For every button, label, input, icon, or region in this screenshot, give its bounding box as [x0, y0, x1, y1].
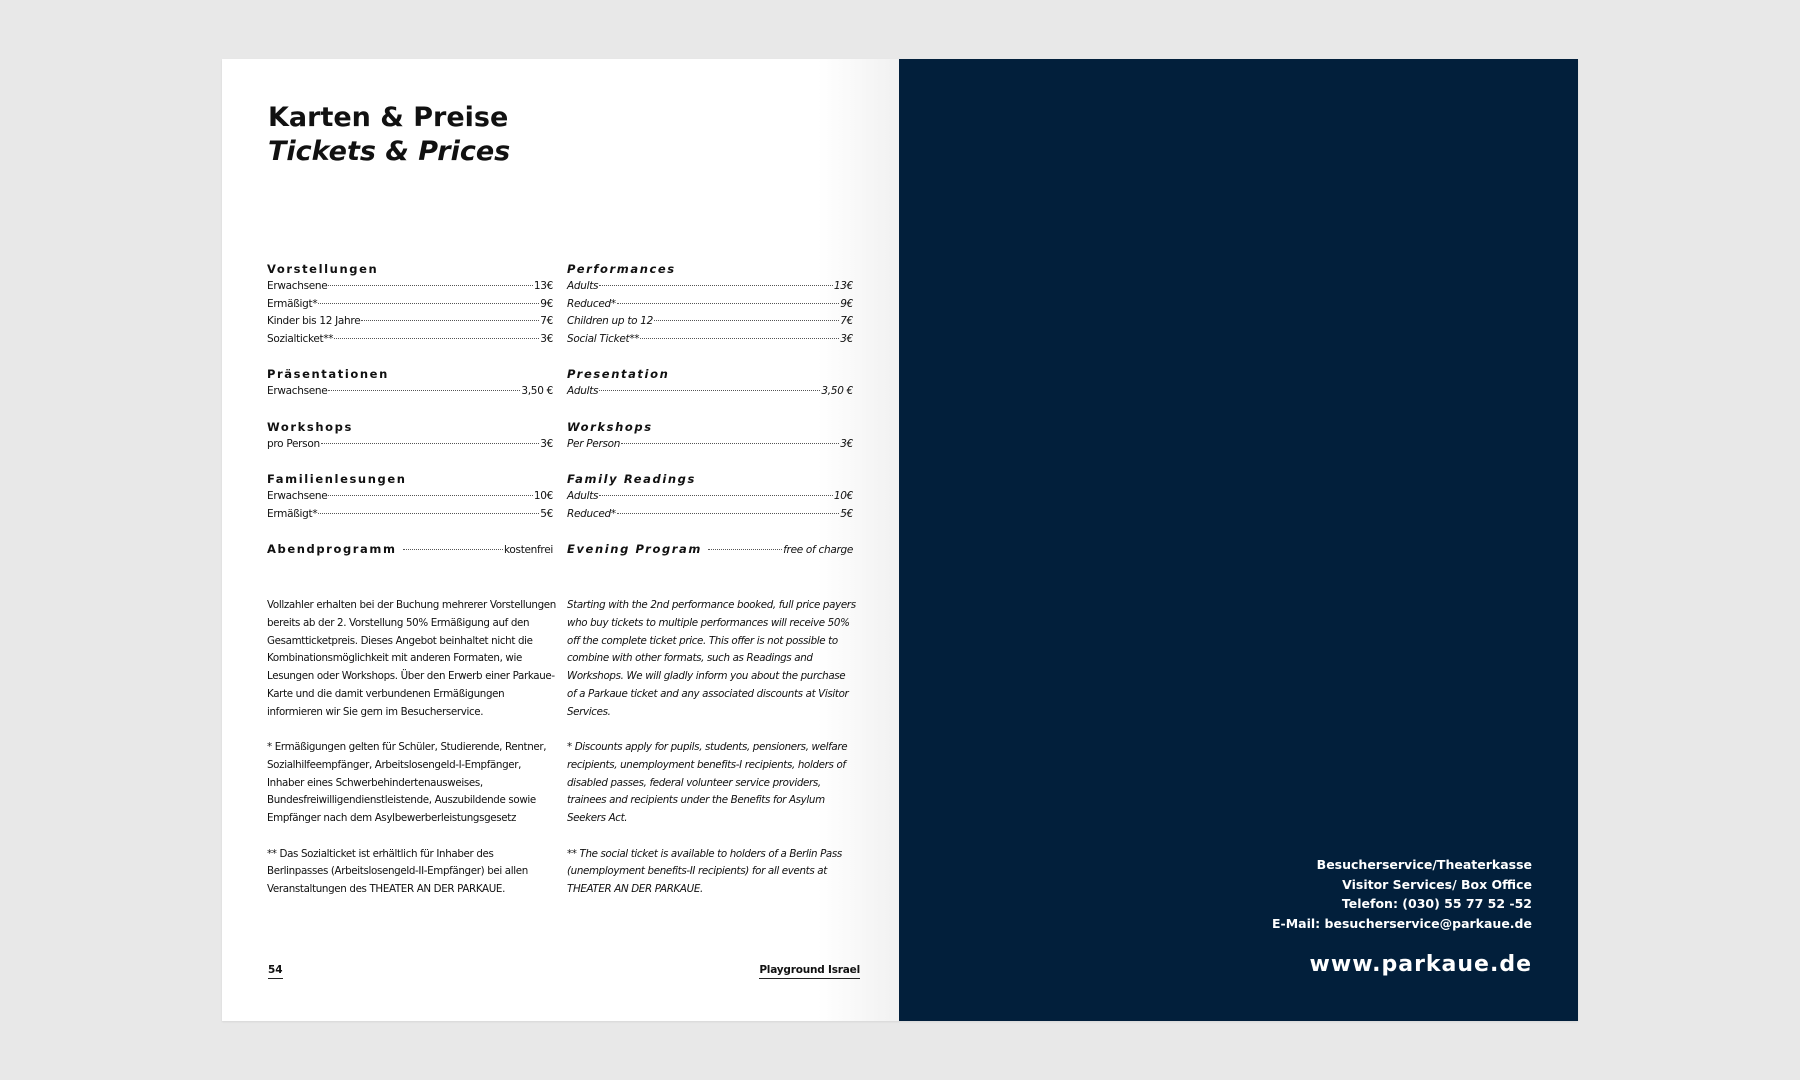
price-label: Adults [567, 490, 599, 502]
price-value: 10€ [833, 490, 853, 502]
price-value: 13€ [833, 280, 853, 292]
section-title: Evening Program [567, 542, 702, 556]
dot-leader [599, 285, 833, 286]
dot-leader [328, 390, 520, 391]
social-ticket-footnote: ** The social ticket is available to holders of a Berlin Pass (unemployment benefits-II recipients) for all events at THEATER AN DER PARKAUE. [567, 847, 842, 896]
price-label: Reduced* [567, 507, 616, 520]
contact-phone: Telefon: (030) 55 77 52 -52 [1341, 896, 1532, 911]
dot-leader [708, 549, 782, 550]
price-row [567, 506, 853, 524]
price-label: Erwachsene [267, 280, 328, 292]
dot-leader [328, 285, 532, 286]
price-row [267, 506, 553, 524]
discount-note: Vollzahler erhalten bei der Buchung mehrerer Vorstellungen bereits ab der 2. Vorstellung 50% Ermäßigung auf den Gesamtticketpreis. Dieses Angebot beinhaltet nicht die Kombinationsmöglichkeit mit anderen Formaten, wie Lesungen oder Workshops. Über den Erwerb einer Parkaue-Karte und die damit verbundenen Ermäßigungen informieren wir Sie gern im Besucherservice. [267, 599, 556, 718]
discount-note: Starting with the 2nd performance booked, full price payers who buy tickets to multiple performances will receive 50% off the complete ticket price. This offer is not possible to combine with other formats, such as Readings and Workshops. We will gladly inform you about the purchase of a Parkaue ticket and any associated discounts at Visitor Services. [567, 599, 856, 718]
brochure-spread [222, 59, 1578, 1021]
price-list-english [567, 261, 853, 577]
price-row [267, 278, 553, 296]
section-title: Workshops [567, 419, 653, 434]
price-value: 13€ [533, 280, 553, 292]
dot-leader [599, 495, 833, 496]
section-title: Abendprogramm [267, 542, 397, 556]
price-label: Kinder bis 12 Jahre [267, 315, 361, 327]
contact-heading-german: Besucherservice/Theaterkasse [1316, 857, 1532, 872]
price-value: 5€ [540, 507, 553, 520]
price-row [267, 488, 553, 506]
section-performances-de [267, 261, 553, 348]
dot-leader [599, 390, 820, 391]
price-value: kostenfrei [504, 544, 553, 556]
price-row [267, 313, 553, 331]
price-value: 9€ [540, 297, 553, 310]
website-url: www.parkaue.de [1309, 952, 1532, 977]
price-value: 9€ [840, 297, 853, 310]
dot-leader [654, 320, 839, 321]
dot-leader [617, 303, 839, 304]
price-row [567, 436, 853, 454]
dot-leader [321, 443, 539, 444]
price-label: pro Person [267, 437, 320, 450]
price-row [267, 383, 553, 401]
price-label: Adults [567, 280, 599, 292]
price-value: 3€ [540, 332, 553, 345]
contact-block [1272, 855, 1532, 933]
reduced-footnote: * Discounts apply for pupils, students, pensioners, welfare recipients, unemployment benefits-I recipients, holders of disabled passes, federal volunteer service providers, trainees and recipients under the Benefits for Asylum Seekers Act. [567, 741, 848, 825]
section-title: Performances [567, 262, 676, 276]
price-label: Ermäßigt* [267, 507, 318, 520]
dot-leader [361, 320, 539, 321]
price-value: 7€ [840, 315, 853, 327]
dot-leader [621, 443, 839, 444]
price-value: 7€ [540, 315, 553, 327]
price-label: Children up to 12 [567, 315, 654, 327]
dot-leader [334, 338, 539, 339]
price-value: free of charge [783, 544, 853, 556]
contact-heading-english: Visitor Services/ Box Office [1342, 876, 1532, 892]
price-label: Erwachsene [267, 385, 328, 397]
dot-leader [640, 338, 839, 339]
section-workshops-en [567, 419, 853, 454]
price-label: Sozialticket** [267, 332, 334, 345]
price-row [567, 296, 853, 314]
price-row [567, 313, 853, 331]
section-family-readings-en [567, 471, 853, 523]
price-value: 3,50 € [521, 385, 553, 397]
reduced-footnote: * Ermäßigungen gelten für Schüler, Studierende, Rentner, Sozialhilfeempfänger, Arbeitslosengeld-I-Empfänger, Inhaber eines Schwerbehindertenausweises, Bundesfreiwilligendienstleistende, Auszubildende sowie Empfänger nach dem Asylbewerberleistungsgesetz [267, 741, 547, 825]
contact-email: E-Mail: besucherservice@parkaue.de [1272, 915, 1532, 931]
social-ticket-footnote: ** Das Sozialticket ist erhältlich für Inhaber des Berlinpasses (Arbeitslosengeld-II-Empfänger) bei allen Veranstaltungen des THEATER AN DER PARKAUE. [267, 847, 528, 896]
section-title: Präsentationen [267, 367, 389, 381]
price-value: 3€ [840, 332, 853, 345]
notes-english [567, 597, 857, 916]
dot-leader [318, 303, 539, 304]
price-label: Per Person [567, 437, 621, 450]
notes-german [267, 597, 557, 916]
left-page [222, 59, 899, 1021]
price-row [567, 331, 853, 349]
price-label: Ermäßigt* [267, 297, 318, 310]
price-label: Adults [567, 385, 599, 397]
price-row [267, 296, 553, 314]
section-title: Family Readings [567, 472, 696, 486]
price-value: 3€ [540, 437, 553, 450]
section-evening-en [567, 541, 853, 559]
price-list-german [267, 261, 553, 577]
section-title: Vorstellungen [267, 262, 379, 276]
section-presentation-de [267, 366, 553, 401]
price-label: Reduced* [567, 297, 616, 310]
page-number: 54 [268, 964, 283, 979]
dot-leader [328, 495, 532, 496]
section-workshops-de [267, 419, 553, 454]
section-family-readings-de [267, 471, 553, 523]
price-label: Social Ticket** [567, 332, 640, 345]
page-title [268, 101, 510, 169]
section-title: Presentation [567, 367, 670, 381]
price-value: 5€ [840, 507, 853, 520]
section-title: Familienlesungen [267, 472, 407, 486]
price-value: 3,50 € [821, 385, 853, 397]
right-page [899, 59, 1578, 1021]
price-value: 3€ [840, 437, 853, 450]
section-title: Workshops [267, 419, 353, 434]
price-row [567, 278, 853, 296]
price-row [267, 436, 553, 454]
price-row [567, 488, 853, 506]
dot-leader [403, 549, 503, 550]
price-row [267, 331, 553, 349]
section-evening-de [267, 541, 553, 559]
dot-leader [318, 513, 539, 514]
price-label: Erwachsene [267, 490, 328, 502]
price-row [567, 383, 853, 401]
dot-leader [617, 513, 839, 514]
section-performances-en [567, 261, 853, 348]
price-value: 10€ [533, 490, 553, 502]
section-presentation-en [567, 366, 853, 401]
title-english: Tickets & Prices [268, 136, 511, 167]
running-title: Playground Israel [759, 964, 860, 979]
title-german: Karten & Preise [268, 102, 509, 133]
